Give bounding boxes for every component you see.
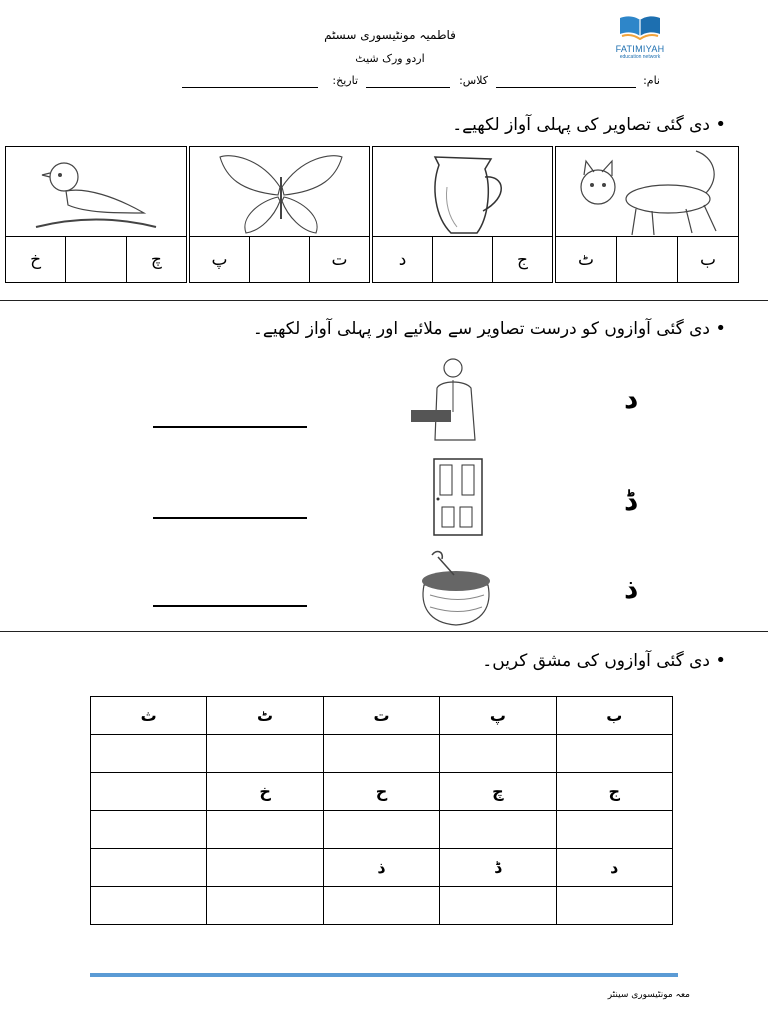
- letter-choice[interactable]: ٹ: [556, 237, 617, 282]
- table-cell[interactable]: ج: [556, 773, 672, 811]
- logo-brand: FATIMIYAH: [615, 44, 665, 54]
- table-cell[interactable]: [91, 735, 207, 773]
- letter-choice[interactable]: ت: [331, 249, 348, 270]
- logo-subtitle: education network: [619, 54, 661, 60]
- table-cell[interactable]: [91, 849, 207, 887]
- bullet: •: [715, 650, 726, 671]
- answer-cell[interactable]: [433, 237, 493, 282]
- match-letter: ڈ: [624, 484, 637, 517]
- answer-cell[interactable]: [250, 237, 310, 282]
- cat-picture: [556, 147, 738, 239]
- section3-instruction: [366, 650, 726, 671]
- name-blank[interactable]: [496, 87, 636, 88]
- table-cell[interactable]: [207, 849, 323, 887]
- table-cell[interactable]: ب: [556, 697, 672, 735]
- letter-choices: [373, 236, 552, 282]
- table-cell[interactable]: خ: [207, 773, 323, 811]
- date-label: تاریخ:: [332, 74, 358, 87]
- letter-choice[interactable]: د: [373, 237, 433, 282]
- section1-instruction-text: دی گئی تصاویر کی پہلی آواز لکھیے۔: [452, 115, 710, 135]
- logo: [605, 14, 675, 60]
- bullet: •: [715, 114, 726, 135]
- table-cell[interactable]: [556, 887, 672, 925]
- table-row: [91, 735, 673, 773]
- letter-choice[interactable]: ج: [517, 249, 528, 270]
- table-row: [91, 811, 673, 849]
- butterfly-picture: [190, 147, 369, 239]
- table-cell[interactable]: ث: [91, 697, 207, 735]
- table-cell[interactable]: [323, 811, 439, 849]
- match-letter: ذ: [624, 572, 639, 605]
- table-cell[interactable]: [207, 811, 323, 849]
- picture-card-bird: [5, 146, 187, 283]
- answer-blank[interactable]: [153, 605, 307, 607]
- table-cell[interactable]: [440, 811, 556, 849]
- doctor-picture: [405, 352, 495, 446]
- table-cell[interactable]: ٹ: [207, 697, 323, 735]
- picture-card-cat: [555, 146, 739, 283]
- table-row: [91, 849, 673, 887]
- section-divider: [0, 300, 768, 301]
- date-blank[interactable]: [182, 87, 318, 88]
- table-cell[interactable]: ڈ: [440, 849, 556, 887]
- table-cell[interactable]: ح: [323, 773, 439, 811]
- answer-blank[interactable]: [153, 426, 307, 428]
- answer-cell[interactable]: [66, 237, 126, 282]
- table-cell[interactable]: [323, 735, 439, 773]
- letter-choice[interactable]: ب: [699, 249, 716, 270]
- table-cell[interactable]: [323, 887, 439, 925]
- practice-table: [90, 696, 673, 925]
- table-cell[interactable]: [440, 887, 556, 925]
- section1-instruction: [366, 114, 726, 135]
- letter-choice[interactable]: پ: [190, 237, 250, 282]
- open-book-icon: [616, 14, 664, 40]
- jug-picture: [373, 147, 552, 239]
- table-cell[interactable]: [207, 735, 323, 773]
- letter-choice[interactable]: چ: [150, 249, 162, 270]
- table-row: [91, 773, 673, 811]
- sheet-title: اردو ورک شیٹ: [355, 52, 425, 65]
- match-letter: د: [624, 382, 639, 415]
- answer-blank[interactable]: [153, 517, 307, 519]
- table-cell[interactable]: [556, 811, 672, 849]
- school-name: فاطمیہ مونٹیسوری سسٹم: [324, 28, 456, 42]
- table-row: [91, 887, 673, 925]
- letter-choices: [6, 236, 186, 282]
- table-cell[interactable]: [91, 773, 207, 811]
- table-cell[interactable]: ت: [323, 697, 439, 735]
- table-cell[interactable]: پ: [440, 697, 556, 735]
- class-blank[interactable]: [366, 87, 450, 88]
- bullet: •: [715, 318, 726, 339]
- picture-card-jug: [372, 146, 553, 283]
- door-picture: [432, 457, 484, 541]
- grain-sack-picture: [410, 545, 502, 633]
- section2-instruction: [206, 318, 726, 339]
- name-label: نام:: [643, 74, 660, 87]
- table-cell[interactable]: [207, 887, 323, 925]
- footer-text: معہ مونٹیسوری سینٹر: [607, 990, 690, 1000]
- section3-instruction-text: دی گئی آوازوں کی مشق کریں۔: [482, 651, 710, 671]
- table-cell[interactable]: ذ: [323, 849, 439, 887]
- student-info-row: [140, 74, 660, 96]
- answer-cell[interactable]: [617, 237, 678, 282]
- letter-choices: [190, 236, 369, 282]
- table-cell[interactable]: [91, 887, 207, 925]
- table-cell[interactable]: [91, 811, 207, 849]
- class-label: کلاس:: [459, 74, 488, 87]
- letter-choices: [556, 236, 738, 282]
- section2-instruction-text: دی گئی آوازوں کو درست تصاویر سے ملائیے اور پہلی آواز لکھیے۔: [252, 319, 710, 339]
- table-cell[interactable]: [440, 735, 556, 773]
- letter-choice[interactable]: خ: [6, 237, 66, 282]
- table-cell[interactable]: د: [556, 849, 672, 887]
- footer-line: [90, 973, 678, 977]
- section-divider: [0, 631, 768, 632]
- table-cell[interactable]: چ: [440, 773, 556, 811]
- picture-card-butterfly: [189, 146, 370, 283]
- table-row: [91, 697, 673, 735]
- table-cell[interactable]: [556, 735, 672, 773]
- bird-picture: [6, 147, 186, 239]
